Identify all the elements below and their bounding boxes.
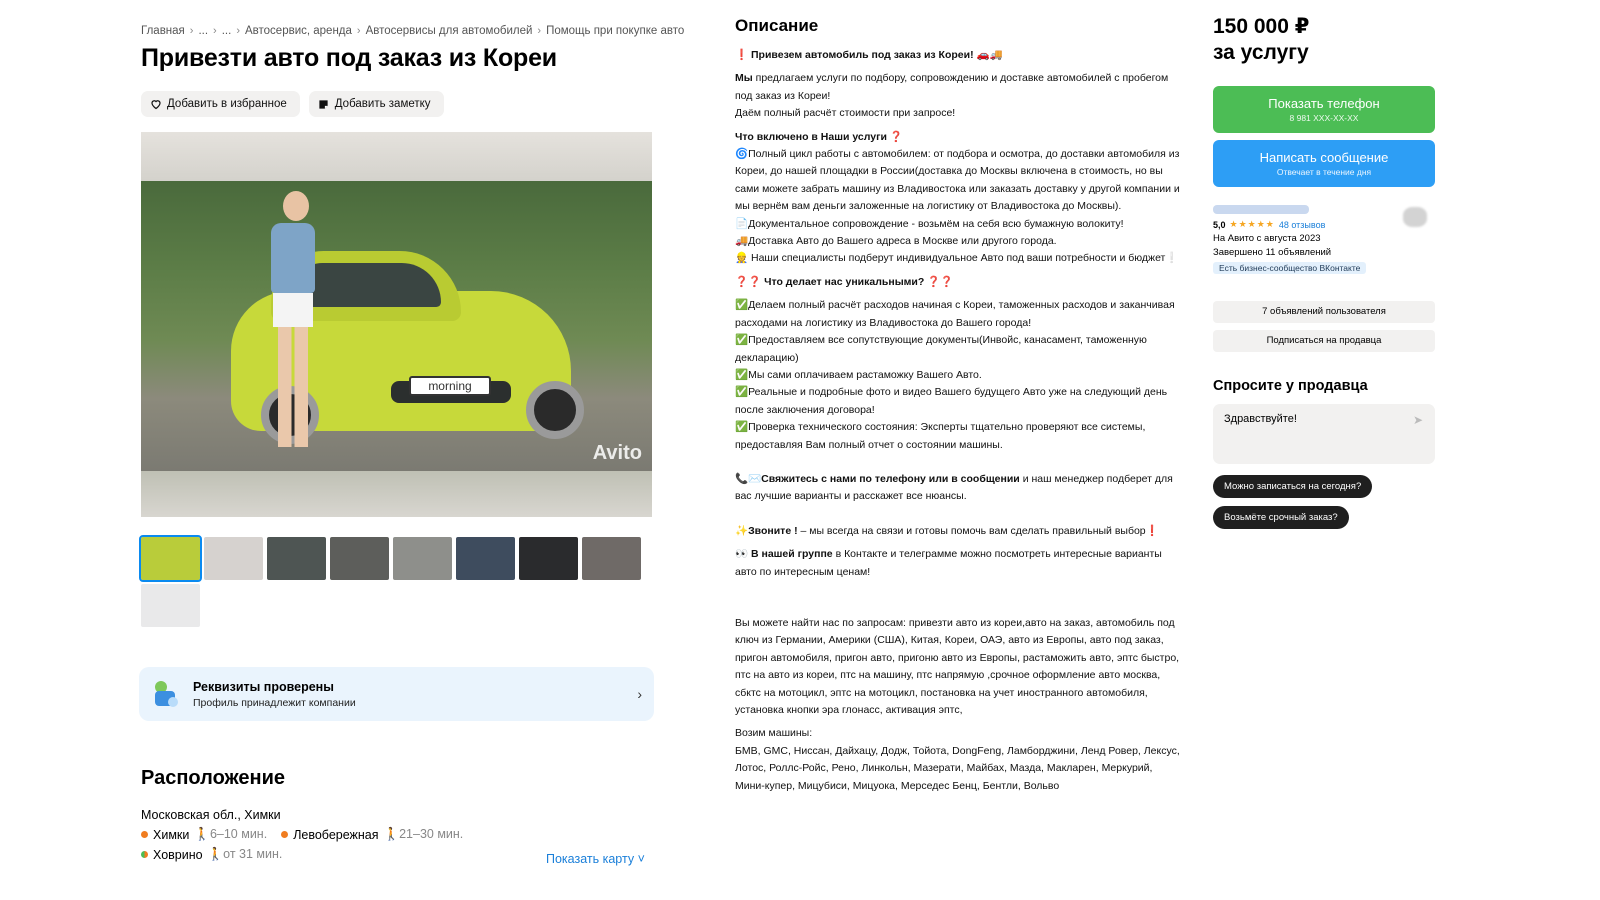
show-map-label: Показать карту — [546, 852, 635, 866]
location-address: Московская обл., Химки — [141, 808, 281, 822]
subscribe-seller-button[interactable]: Подписаться на продавца — [1213, 330, 1435, 352]
seller-rating: 5,0 ★★★★★ 48 отзывов — [1213, 219, 1326, 230]
person-figure — [271, 191, 319, 461]
verified-title: Реквизиты проверены — [193, 679, 334, 694]
description-paragraph: 👷 Наши специалисты подберут индивидуальное Авто под ваши потребности и бюджет❕ — [735, 252, 1179, 265]
description-paragraph: ✅Делаем полный расчёт расходов начиная с Кореи, таможенных расходов и заканчивая расходами на логистику из Владивостока до Вашего города! — [735, 299, 1175, 329]
metro-station-name: Химки — [153, 827, 190, 842]
star-rating-icon: ★★★★★ — [1229, 219, 1275, 229]
description-paragraph: 👀 В нашей группе в Контакте и телеграмме можно посмотреть интересные варианты авто по интересным ценам! — [735, 548, 1162, 578]
chevron-right-icon: › — [189, 25, 194, 37]
description-paragraph: ✅Мы сами оплачиваем растаможку Вашего Авто. — [735, 368, 982, 381]
chevron-right-icon: › — [356, 25, 361, 37]
photo-thumbnails — [141, 537, 661, 627]
phone-masked: 8 981 XXX-XX-XX — [1289, 113, 1359, 123]
photo-thumbnail[interactable] — [267, 537, 326, 580]
description-paragraph: ✅Проверка технического состояния: Эксперты тщательно проверяют все системы, предоставляя Вам полный отчет о состоянии машины. — [735, 421, 1146, 451]
photo-thumbnail[interactable] — [330, 537, 389, 580]
metro-line-dot — [141, 851, 148, 858]
metro-walk-time: 🚶6–10 мин. — [194, 827, 268, 841]
description-title: Описание — [735, 16, 819, 35]
ask-seller-text: Здравствуйте! — [1224, 413, 1297, 425]
vk-community-badge[interactable]: Есть бизнес-сообщество ВКонтакте — [1213, 262, 1366, 274]
photo-thumbnail[interactable] — [393, 537, 452, 580]
verified-badge-icon — [151, 678, 181, 710]
location-title: Расположение — [141, 767, 286, 789]
metro-station-name: Ховрино — [153, 847, 203, 862]
quick-question-chip[interactable]: Возьмёте срочный заказ? — [1213, 506, 1349, 529]
breadcrumb — [141, 22, 685, 40]
description-paragraph: Вы можете найти нас по запросам: привезти авто из кореи,авто на заказ, автомобиль под ключ из Германии, Америки (США), Китая, Кореи, ОАЭ, авто из Европы, авто под заказ, пригон автомобиля, пригон авто, пригоню авто из Европы, растаможить авто, эптс быстро, птс на авто из кореи, птс на машину, птс напрямую ,срочное оформление авто москва, сбктс на мотоцикл, эптс на мотоцикл, постановка на учет иностранного автомобиля, установка кнопки эра глонасс, активация эптс, — [735, 616, 1180, 716]
chevron-right-icon: › — [236, 25, 240, 37]
person-torso — [271, 223, 315, 293]
response-time: Отвечает в течение дня — [1276, 167, 1372, 177]
chevron-right-icon: › — [213, 25, 217, 37]
photo-scene — [141, 181, 652, 471]
show-phone-label: Показать телефон — [1268, 96, 1380, 111]
person-legs — [278, 327, 308, 447]
avatar[interactable] — [1403, 207, 1427, 227]
seller-sidebar — [1213, 14, 1435, 529]
verified-subtitle: Профиль принадлежит компании — [193, 696, 356, 709]
person-head — [283, 191, 309, 221]
description-paragraph: ✅Реальные и подробные фото и видео Вашего будущего Авто уже на следующий день после заключения договора! — [735, 386, 1168, 416]
chevron-right-icon: › — [637, 686, 642, 702]
description-body — [735, 47, 1185, 795]
user-ads-button[interactable]: 7 объявлений пользователя — [1213, 301, 1435, 323]
seller-info — [1213, 205, 1435, 285]
description-headline: ❗ Привезем автомобиль под заказ из Кореи! 🚗🚚 — [735, 49, 1003, 61]
description-paragraph: 🌀Полный цикл работы с автомобилем: от подбора и осмотра, до доставки автомобиля из Кореи, до нашей площадки в России(доставка до Москвы включена в стоимость, но вы сами можете забрать машину из Владивостока или заказать доставку у другой компании и мы вернём вам деньги заложенные на логистику от Владивостока до Москвы). — [735, 148, 1180, 213]
add-to-favorites-button[interactable] — [141, 91, 300, 117]
reviews-link[interactable]: 48 отзывов — [1278, 219, 1326, 230]
description-paragraph: Возим машины: — [735, 727, 813, 740]
show-phone-button[interactable] — [1213, 86, 1435, 133]
breadcrumb-item-ellipsis-2[interactable]: ... — [221, 25, 232, 37]
description-paragraph: 📄Документальное сопровождение - возьмём на себя всю бумажную волокиту! — [735, 217, 1124, 230]
heart-icon — [150, 98, 162, 110]
breadcrumb-item-home[interactable]: Главная — [141, 25, 185, 37]
photo-thumbnail[interactable] — [141, 584, 200, 627]
verified-text — [193, 680, 356, 709]
price: 150 000 ₽ — [1213, 15, 1310, 38]
breadcrumb-item-autoservice[interactable]: Автосервис, аренда — [244, 25, 352, 37]
description-paragraph: БМВ, GMC, Ниссан, Дайхацу, Додж, Тойота, DongFeng, Ламборджини, Ленд Ровер, Лексус, Лотос, Роллс-Ройс, Рено, Линкольн, Мазерати, Майбах, Мазда, Макларен, Меркурий, Мини-купер, Мицубиси, Мицуока, Мерседес Бенц, Бентли, Вольво — [735, 744, 1180, 792]
description-section — [735, 16, 1185, 795]
chevron-down-icon: ˅ — [637, 852, 645, 866]
metro-walk-time: 🚶21–30 мин. — [383, 827, 464, 841]
main-photo[interactable] — [141, 132, 652, 517]
description-subheading: Что включено в Наши услуги ❓ — [735, 130, 903, 143]
seller-name-blurred[interactable] — [1213, 205, 1309, 214]
car-plate: morning — [409, 376, 491, 396]
description-paragraph: Мы предлагаем услуги по подбору, сопровождению и доставке автомобилей с пробегом под заказ из Кореи! — [735, 72, 1169, 102]
breadcrumb-item-ellipsis-1[interactable]: ... — [198, 25, 209, 37]
metro-station-name: Левобережная — [293, 827, 379, 842]
metro-stations-row-1 — [141, 827, 477, 842]
send-icon[interactable]: ➤ — [1412, 413, 1423, 427]
listing-actions — [141, 91, 661, 117]
metro-stations-row-2 — [141, 847, 296, 862]
description-paragraph: 🚚Доставка Авто до Вашего адреса в Москве или другого города. — [735, 235, 1057, 248]
show-map-link[interactable] — [546, 852, 645, 866]
ask-seller-title: Спросите у продавца — [1213, 378, 1368, 394]
chevron-right-icon: › — [537, 25, 542, 37]
description-subheading: ❓❓ Что делает нас уникальными? ❓❓ — [735, 275, 954, 288]
add-note-button[interactable] — [309, 91, 444, 117]
seller-completed-ads: Завершено 11 объявлений — [1213, 247, 1332, 258]
photo-thumbnail[interactable] — [204, 537, 263, 580]
breadcrumb-item-car-services[interactable]: Автосервисы для автомобилей — [365, 25, 533, 37]
person-shorts — [273, 293, 313, 327]
photo-blur-bottom — [141, 471, 652, 517]
description-paragraph: ✅Предоставляем все сопутствующие документы(Инвойс, канасамент, таможенную декларацию) — [735, 334, 1147, 364]
description-paragraph: Даём полный расчёт стоимости при запросе! — [735, 107, 956, 120]
add-note-label: Добавить заметку — [334, 98, 431, 110]
verified-company-banner[interactable] — [139, 667, 654, 721]
metro-line-dot — [281, 831, 288, 838]
ask-seller-input[interactable] — [1213, 404, 1435, 464]
quick-question-chip[interactable]: Можно записаться на сегодня? — [1213, 475, 1372, 498]
metro-line-dot — [141, 831, 148, 838]
car-wheel — [526, 381, 584, 439]
photo-thumbnail[interactable] — [456, 537, 515, 580]
breadcrumb-item-buying-help[interactable]: Помощь при покупке авто — [546, 25, 685, 37]
photo-blur-top — [141, 132, 652, 181]
description-paragraph: 📞✉️Свяжитесь с нами по телефону или в сообщении и наш менеджер подберет для вас лучшие варианты и расскажет все нюансы. — [735, 472, 1173, 503]
add-to-favorites-label: Добавить в избранное — [167, 98, 287, 110]
page-title: Привезти авто под заказ из Кореи — [141, 44, 557, 72]
description-paragraph: ✨Звоните ! – мы всегда на связи и готовы помочь вам сделать правильный выбор❗ — [735, 524, 1159, 537]
seller-since: На Авито с августа 2023 — [1213, 233, 1321, 244]
photo-thumbnail[interactable] — [519, 537, 578, 580]
note-icon — [318, 98, 330, 110]
photo-thumbnail[interactable] — [141, 537, 200, 580]
avito-watermark: Avito — [592, 442, 642, 464]
price-unit: за услугу — [1213, 41, 1309, 64]
write-message-button[interactable] — [1213, 140, 1435, 187]
write-message-label: Написать сообщение — [1259, 150, 1389, 165]
listing-main-column — [141, 22, 685, 866]
metro-walk-time: 🚶от 31 мин. — [207, 847, 283, 861]
photo-thumbnail[interactable] — [582, 537, 641, 580]
